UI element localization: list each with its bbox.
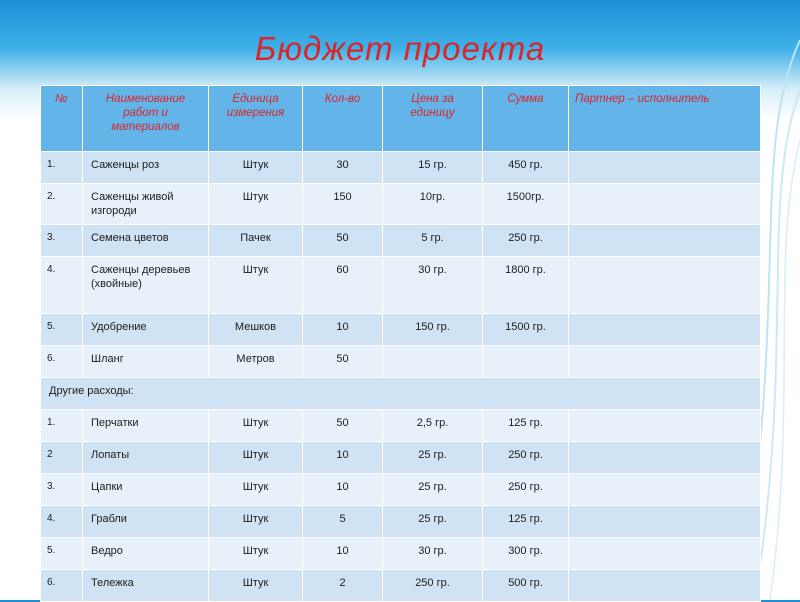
- row-sum: 250 гр.: [483, 474, 569, 506]
- row-unit: Штук: [209, 410, 303, 442]
- header-sum: Сумма: [483, 86, 569, 152]
- row-price: 15 гр.: [383, 152, 483, 184]
- table-row: [41, 152, 761, 184]
- table-row: [41, 474, 761, 506]
- row-number: 2: [41, 442, 83, 474]
- row-sum: 125 гр.: [483, 410, 569, 442]
- row-name: Перчатки: [83, 410, 209, 442]
- row-price: 5 гр.: [383, 225, 483, 257]
- row-price: 2,5 гр.: [383, 410, 483, 442]
- row-partner: [569, 346, 761, 378]
- row-unit: Штук: [209, 474, 303, 506]
- table-row: [41, 225, 761, 257]
- row-price: 25 гр.: [383, 474, 483, 506]
- row-quantity: 150: [303, 184, 383, 225]
- table-row: [41, 506, 761, 538]
- table-row: [41, 410, 761, 442]
- row-partner: [569, 257, 761, 314]
- row-name: Саженцы деревьев (хвойные): [83, 257, 209, 314]
- table-row: [41, 570, 761, 602]
- row-price: 250 гр.: [383, 570, 483, 602]
- row-price: 30 гр.: [383, 538, 483, 570]
- row-partner: [569, 184, 761, 225]
- row-partner: [569, 410, 761, 442]
- row-number: 4.: [41, 506, 83, 538]
- row-partner: [569, 570, 761, 602]
- header-name: Наименование работ и материалов: [83, 86, 209, 152]
- row-quantity: 10: [303, 442, 383, 474]
- row-sum: 250 гр.: [483, 442, 569, 474]
- row-number: 1.: [41, 152, 83, 184]
- row-name: Тележка: [83, 570, 209, 602]
- row-quantity: 50: [303, 346, 383, 378]
- row-name: Семена цветов: [83, 225, 209, 257]
- row-name: Шланг: [83, 346, 209, 378]
- row-price: 25 гр.: [383, 442, 483, 474]
- row-sum: 125 гр.: [483, 506, 569, 538]
- row-unit: Пачек: [209, 225, 303, 257]
- budget-table: [40, 85, 761, 602]
- row-unit: Штук: [209, 538, 303, 570]
- table-row: [41, 184, 761, 225]
- row-name: Саженцы роз: [83, 152, 209, 184]
- row-name: Лопаты: [83, 442, 209, 474]
- row-number: 3.: [41, 474, 83, 506]
- row-quantity: 10: [303, 474, 383, 506]
- row-price: 30 гр.: [383, 257, 483, 314]
- header-quantity: Кол-во: [303, 86, 383, 152]
- table-row: [41, 538, 761, 570]
- row-price: 25 гр.: [383, 506, 483, 538]
- row-unit: Штук: [209, 152, 303, 184]
- row-number: 3.: [41, 225, 83, 257]
- row-quantity: 50: [303, 410, 383, 442]
- row-quantity: 2: [303, 570, 383, 602]
- row-quantity: 30: [303, 152, 383, 184]
- row-unit: Штук: [209, 506, 303, 538]
- row-quantity: 50: [303, 225, 383, 257]
- row-name: Ведро: [83, 538, 209, 570]
- row-quantity: 10: [303, 314, 383, 346]
- row-unit: Штук: [209, 257, 303, 314]
- row-name: Грабли: [83, 506, 209, 538]
- row-sum: 500 гр.: [483, 570, 569, 602]
- table-row: [41, 257, 761, 314]
- row-unit: Метров: [209, 346, 303, 378]
- row-partner: [569, 538, 761, 570]
- row-unit: Штук: [209, 570, 303, 602]
- row-number: 5.: [41, 314, 83, 346]
- row-number: 6.: [41, 346, 83, 378]
- row-number: 5.: [41, 538, 83, 570]
- section-row-other-expenses: [41, 378, 761, 410]
- row-partner: [569, 442, 761, 474]
- row-unit: Штук: [209, 184, 303, 225]
- row-quantity: 60: [303, 257, 383, 314]
- row-price: [383, 346, 483, 378]
- row-number: 4.: [41, 257, 83, 314]
- table-row: [41, 346, 761, 378]
- row-sum: 450 гр.: [483, 152, 569, 184]
- row-name: Удобрение: [83, 314, 209, 346]
- row-number: 1.: [41, 410, 83, 442]
- row-unit: Мешков: [209, 314, 303, 346]
- row-sum: 1500гр.: [483, 184, 569, 225]
- row-partner: [569, 506, 761, 538]
- row-sum: 300 гр.: [483, 538, 569, 570]
- row-price: 150 гр.: [383, 314, 483, 346]
- table-row: [41, 314, 761, 346]
- header-partner: Партнер – исполнитель: [569, 86, 761, 152]
- row-sum: 250 гр.: [483, 225, 569, 257]
- table-row: [41, 442, 761, 474]
- row-sum: 1800 гр.: [483, 257, 569, 314]
- row-sum: [483, 346, 569, 378]
- header-price: Цена за единицу: [383, 86, 483, 152]
- row-partner: [569, 152, 761, 184]
- row-price: 10гр.: [383, 184, 483, 225]
- row-name: Саженцы живой изгороди: [83, 184, 209, 225]
- header-unit: Единица измерения: [209, 86, 303, 152]
- section-label: Другие расходы:: [41, 378, 761, 410]
- row-name: Цапки: [83, 474, 209, 506]
- row-number: 6.: [41, 570, 83, 602]
- row-partner: [569, 474, 761, 506]
- row-sum: 1500 гр.: [483, 314, 569, 346]
- row-number: 2.: [41, 184, 83, 225]
- row-unit: Штук: [209, 442, 303, 474]
- row-partner: [569, 225, 761, 257]
- header-number: №: [41, 86, 83, 152]
- page-title: Бюджет проекта: [254, 30, 546, 67]
- row-quantity: 10: [303, 538, 383, 570]
- row-partner: [569, 314, 761, 346]
- table-header-row: [41, 86, 761, 152]
- row-quantity: 5: [303, 506, 383, 538]
